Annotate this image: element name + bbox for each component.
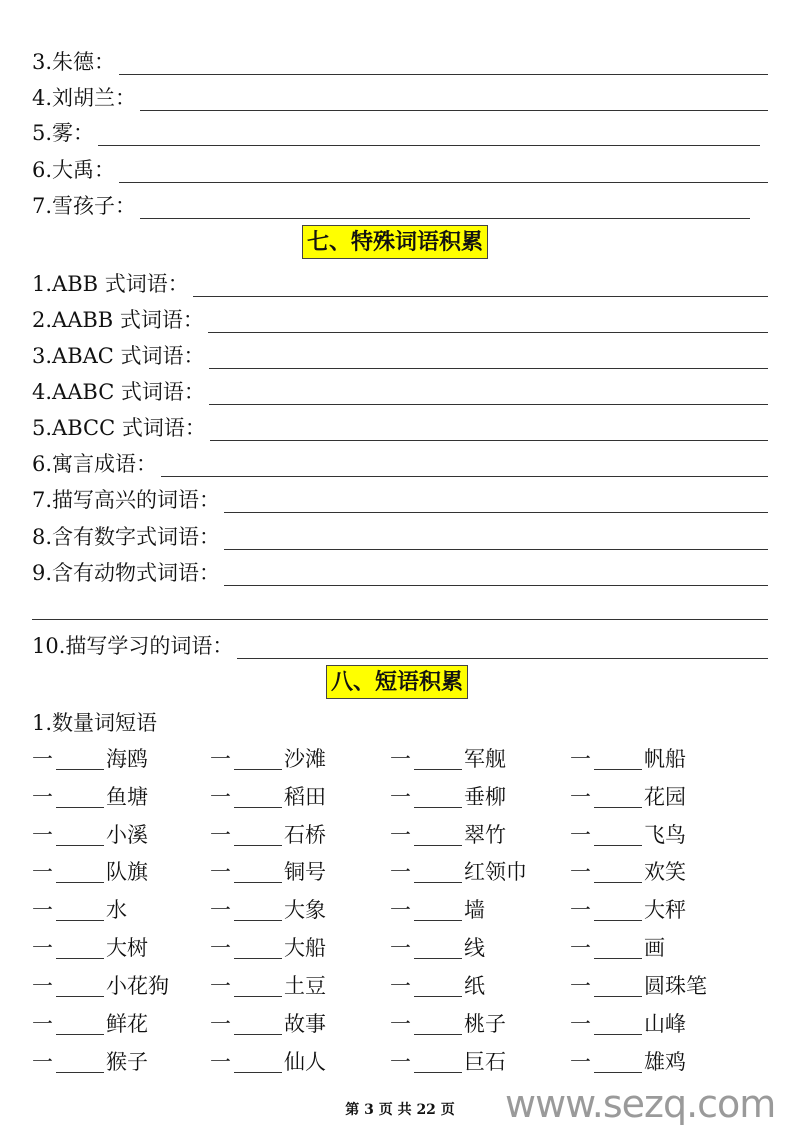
blank-line[interactable] [414,882,462,883]
prefix: 一 [390,1012,411,1036]
phrase-item [570,896,686,924]
fill-row [32,191,750,221]
prefix: 一 [570,1012,591,1036]
phrase-word: 花园 [644,785,686,809]
blank-line[interactable] [414,958,462,959]
blank-line[interactable] [56,807,104,808]
blank-line[interactable] [414,807,462,808]
phrase-item [390,821,506,849]
fill-row [32,118,760,148]
prefix: 一 [32,936,53,960]
blank-line[interactable] [56,958,104,959]
prefix: 一 [32,860,53,884]
phrase-item [570,745,686,773]
phrase-word: 飞鸟 [644,823,686,847]
item-label: 5.雾： [32,121,95,145]
prefix: 一 [32,974,53,998]
blank-line[interactable] [234,1034,282,1035]
phrase-word: 纸 [464,974,485,998]
blank-line[interactable] [594,996,642,997]
prefix: 一 [210,785,231,809]
phrase-word: 大象 [284,898,326,922]
phrase-word: 鱼塘 [106,785,148,809]
blank-line[interactable] [414,1072,462,1073]
fill-row [32,155,768,185]
prefix: 一 [210,974,231,998]
phrase-item [210,821,326,849]
answer-line[interactable] [119,182,768,183]
phrase-word: 水 [106,898,127,922]
blank-line[interactable] [594,807,642,808]
blank-line[interactable] [414,1034,462,1035]
blank-line[interactable] [594,769,642,770]
blank-line[interactable] [56,1072,104,1073]
phrase-item [390,896,485,924]
item-label: 7.描写高兴的词语： [32,488,221,512]
phrase-word: 军舰 [464,747,506,771]
prefix: 一 [210,936,231,960]
answer-line[interactable] [210,440,768,441]
prefix: 一 [210,1012,231,1036]
blank-line[interactable] [234,769,282,770]
phrase-word: 土豆 [284,974,326,998]
blank-line[interactable] [414,845,462,846]
phrase-item [570,972,707,1000]
phrase-item [390,972,485,1000]
phrase-word: 大树 [106,936,148,960]
phrase-word: 沙滩 [284,747,326,771]
fill-row-blank [32,592,768,622]
phrase-word: 仙人 [284,1050,326,1074]
phrase-word: 稻田 [284,785,326,809]
prefix: 一 [210,860,231,884]
phrase-item [210,858,326,886]
item-label: 4.AABC 式词语： [32,380,205,404]
blank-line[interactable] [234,1072,282,1073]
prefix: 一 [210,823,231,847]
phrase-word: 小花狗 [106,974,169,998]
phrase-word: 垂柳 [464,785,506,809]
phrase-word: 铜号 [284,860,326,884]
answer-line[interactable] [224,585,768,586]
item-label: 10.描写学习的词语： [32,634,234,658]
phrase-word: 圆珠笔 [644,974,707,998]
item-label: 2.AABB 式词语： [32,308,204,332]
phrase-item [32,1010,148,1038]
item-label: 8.含有数字式词语： [32,525,221,549]
fill-row [32,449,768,479]
blank-line[interactable] [234,920,282,921]
answer-line[interactable] [119,74,768,75]
prefix: 一 [390,974,411,998]
blank-line[interactable] [594,920,642,921]
answer-line[interactable] [237,658,768,659]
phrase-item [210,1010,326,1038]
answer-line[interactable] [209,404,768,405]
phrase-word: 海鸥 [106,747,148,771]
answer-line[interactable] [224,549,768,550]
fill-row [32,558,768,588]
prefix: 一 [570,974,591,998]
answer-line[interactable] [209,368,768,369]
phrase-item [32,821,148,849]
phrase-word: 翠竹 [464,823,506,847]
phrase-item [210,783,326,811]
phrase-word: 墙 [464,898,485,922]
blank-line[interactable] [56,769,104,770]
blank-line[interactable] [234,996,282,997]
phrase-item [32,896,127,924]
phrase-word: 帆船 [644,747,686,771]
phrase-item [390,783,506,811]
subheading: 1.数量词短语 [32,711,158,735]
phrase-item [32,858,148,886]
answer-line[interactable] [140,218,750,219]
phrase-word: 队旗 [106,860,148,884]
prefix: 一 [570,936,591,960]
phrase-item [390,934,485,962]
blank-line[interactable] [56,1034,104,1035]
item-label: 9.含有动物式词语： [32,561,221,585]
blank-line[interactable] [414,920,462,921]
blank-line[interactable] [594,1072,642,1073]
blank-line[interactable] [56,996,104,997]
phrase-word: 红领巾 [464,860,527,884]
phrase-item [570,934,665,962]
prefix: 一 [390,936,411,960]
prefix: 一 [570,785,591,809]
fill-row [32,341,768,371]
answer-line[interactable] [161,476,768,477]
prefix: 一 [390,860,411,884]
item-label: 3.ABAC 式词语： [32,344,205,368]
prefix: 一 [570,1050,591,1074]
fill-row [32,631,768,661]
phrase-word: 巨石 [464,1050,506,1074]
item-label: 1.ABB 式词语： [32,272,189,296]
blank-line[interactable] [594,882,642,883]
blank-line[interactable] [234,845,282,846]
blank-line[interactable] [594,845,642,846]
fill-row [32,269,768,299]
item-label: 5.ABCC 式词语： [32,416,206,440]
phrase-item [210,972,326,1000]
phrase-word: 画 [644,936,665,960]
phrase-word: 小溪 [106,823,148,847]
fill-row [32,522,768,552]
phrase-item [570,1048,686,1076]
answer-line[interactable] [193,296,768,297]
prefix: 一 [32,785,53,809]
phrase-word: 山峰 [644,1012,686,1036]
prefix: 一 [570,898,591,922]
phrase-item [32,934,148,962]
answer-line[interactable] [98,145,760,146]
fill-row [32,83,768,113]
phrase-word: 欢笑 [644,860,686,884]
blank-line[interactable] [56,882,104,883]
prefix: 一 [390,785,411,809]
answer-line[interactable] [140,110,768,111]
blank-line[interactable] [234,882,282,883]
prefix: 一 [32,898,53,922]
phrase-item [570,858,686,886]
blank-line[interactable] [234,807,282,808]
blank-line[interactable] [56,845,104,846]
phrase-item [570,821,686,849]
prefix: 一 [210,898,231,922]
phrase-item [390,858,527,886]
prefix: 一 [570,860,591,884]
blank-line[interactable] [414,996,462,997]
item-label: 6.寓言成语： [32,452,158,476]
section-heading-7: 七、特殊词语积累 [302,225,488,259]
phrase-item [210,1048,326,1076]
prefix: 一 [390,898,411,922]
fill-row [32,377,768,407]
fill-row [32,485,768,515]
phrase-item [390,1010,506,1038]
phrase-item [32,972,169,1000]
page-footer: 第 3 页 共 22 页 [345,1102,455,1118]
phrase-item [570,1010,686,1038]
item-label: 7.雪孩子： [32,194,137,218]
prefix: 一 [32,1050,53,1074]
prefix: 一 [390,747,411,771]
answer-line[interactable] [224,512,768,513]
blank-line[interactable] [56,920,104,921]
phrase-word: 猴子 [106,1050,148,1074]
fill-row [32,47,768,77]
phrase-word: 石桥 [284,823,326,847]
phrase-item [210,896,326,924]
prefix: 一 [32,823,53,847]
phrase-item [210,745,326,773]
prefix: 一 [210,1050,231,1074]
section-heading-8: 八、短语积累 [326,665,468,699]
phrase-item [32,745,148,773]
phrase-word: 雄鸡 [644,1050,686,1074]
prefix: 一 [570,823,591,847]
blank-line[interactable] [414,769,462,770]
prefix: 一 [32,747,53,771]
prefix: 一 [390,823,411,847]
item-label: 6.大禹： [32,158,116,182]
phrase-word: 鲜花 [106,1012,148,1036]
phrase-word: 线 [464,936,485,960]
answer-line[interactable] [32,619,768,620]
phrase-word: 故事 [284,1012,326,1036]
phrase-word: 桃子 [464,1012,506,1036]
item-label: 4.刘胡兰： [32,86,137,110]
watermark: www.sezq.com [505,1082,776,1126]
phrase-word: 大船 [284,936,326,960]
phrase-item [210,934,326,962]
prefix: 一 [390,1050,411,1074]
prefix: 一 [570,747,591,771]
phrase-item [32,783,148,811]
blank-line[interactable] [594,1034,642,1035]
phrase-item [570,783,686,811]
prefix: 一 [32,1012,53,1036]
item-label: 3.朱德： [32,50,116,74]
blank-line[interactable] [594,958,642,959]
fill-row [32,305,768,335]
prefix: 一 [210,747,231,771]
phrase-word: 大秤 [644,898,686,922]
phrase-item [390,1048,506,1076]
phrase-item [32,1048,148,1076]
fill-row [32,413,768,443]
answer-line[interactable] [208,332,768,333]
blank-line[interactable] [234,958,282,959]
phrase-item [390,745,506,773]
